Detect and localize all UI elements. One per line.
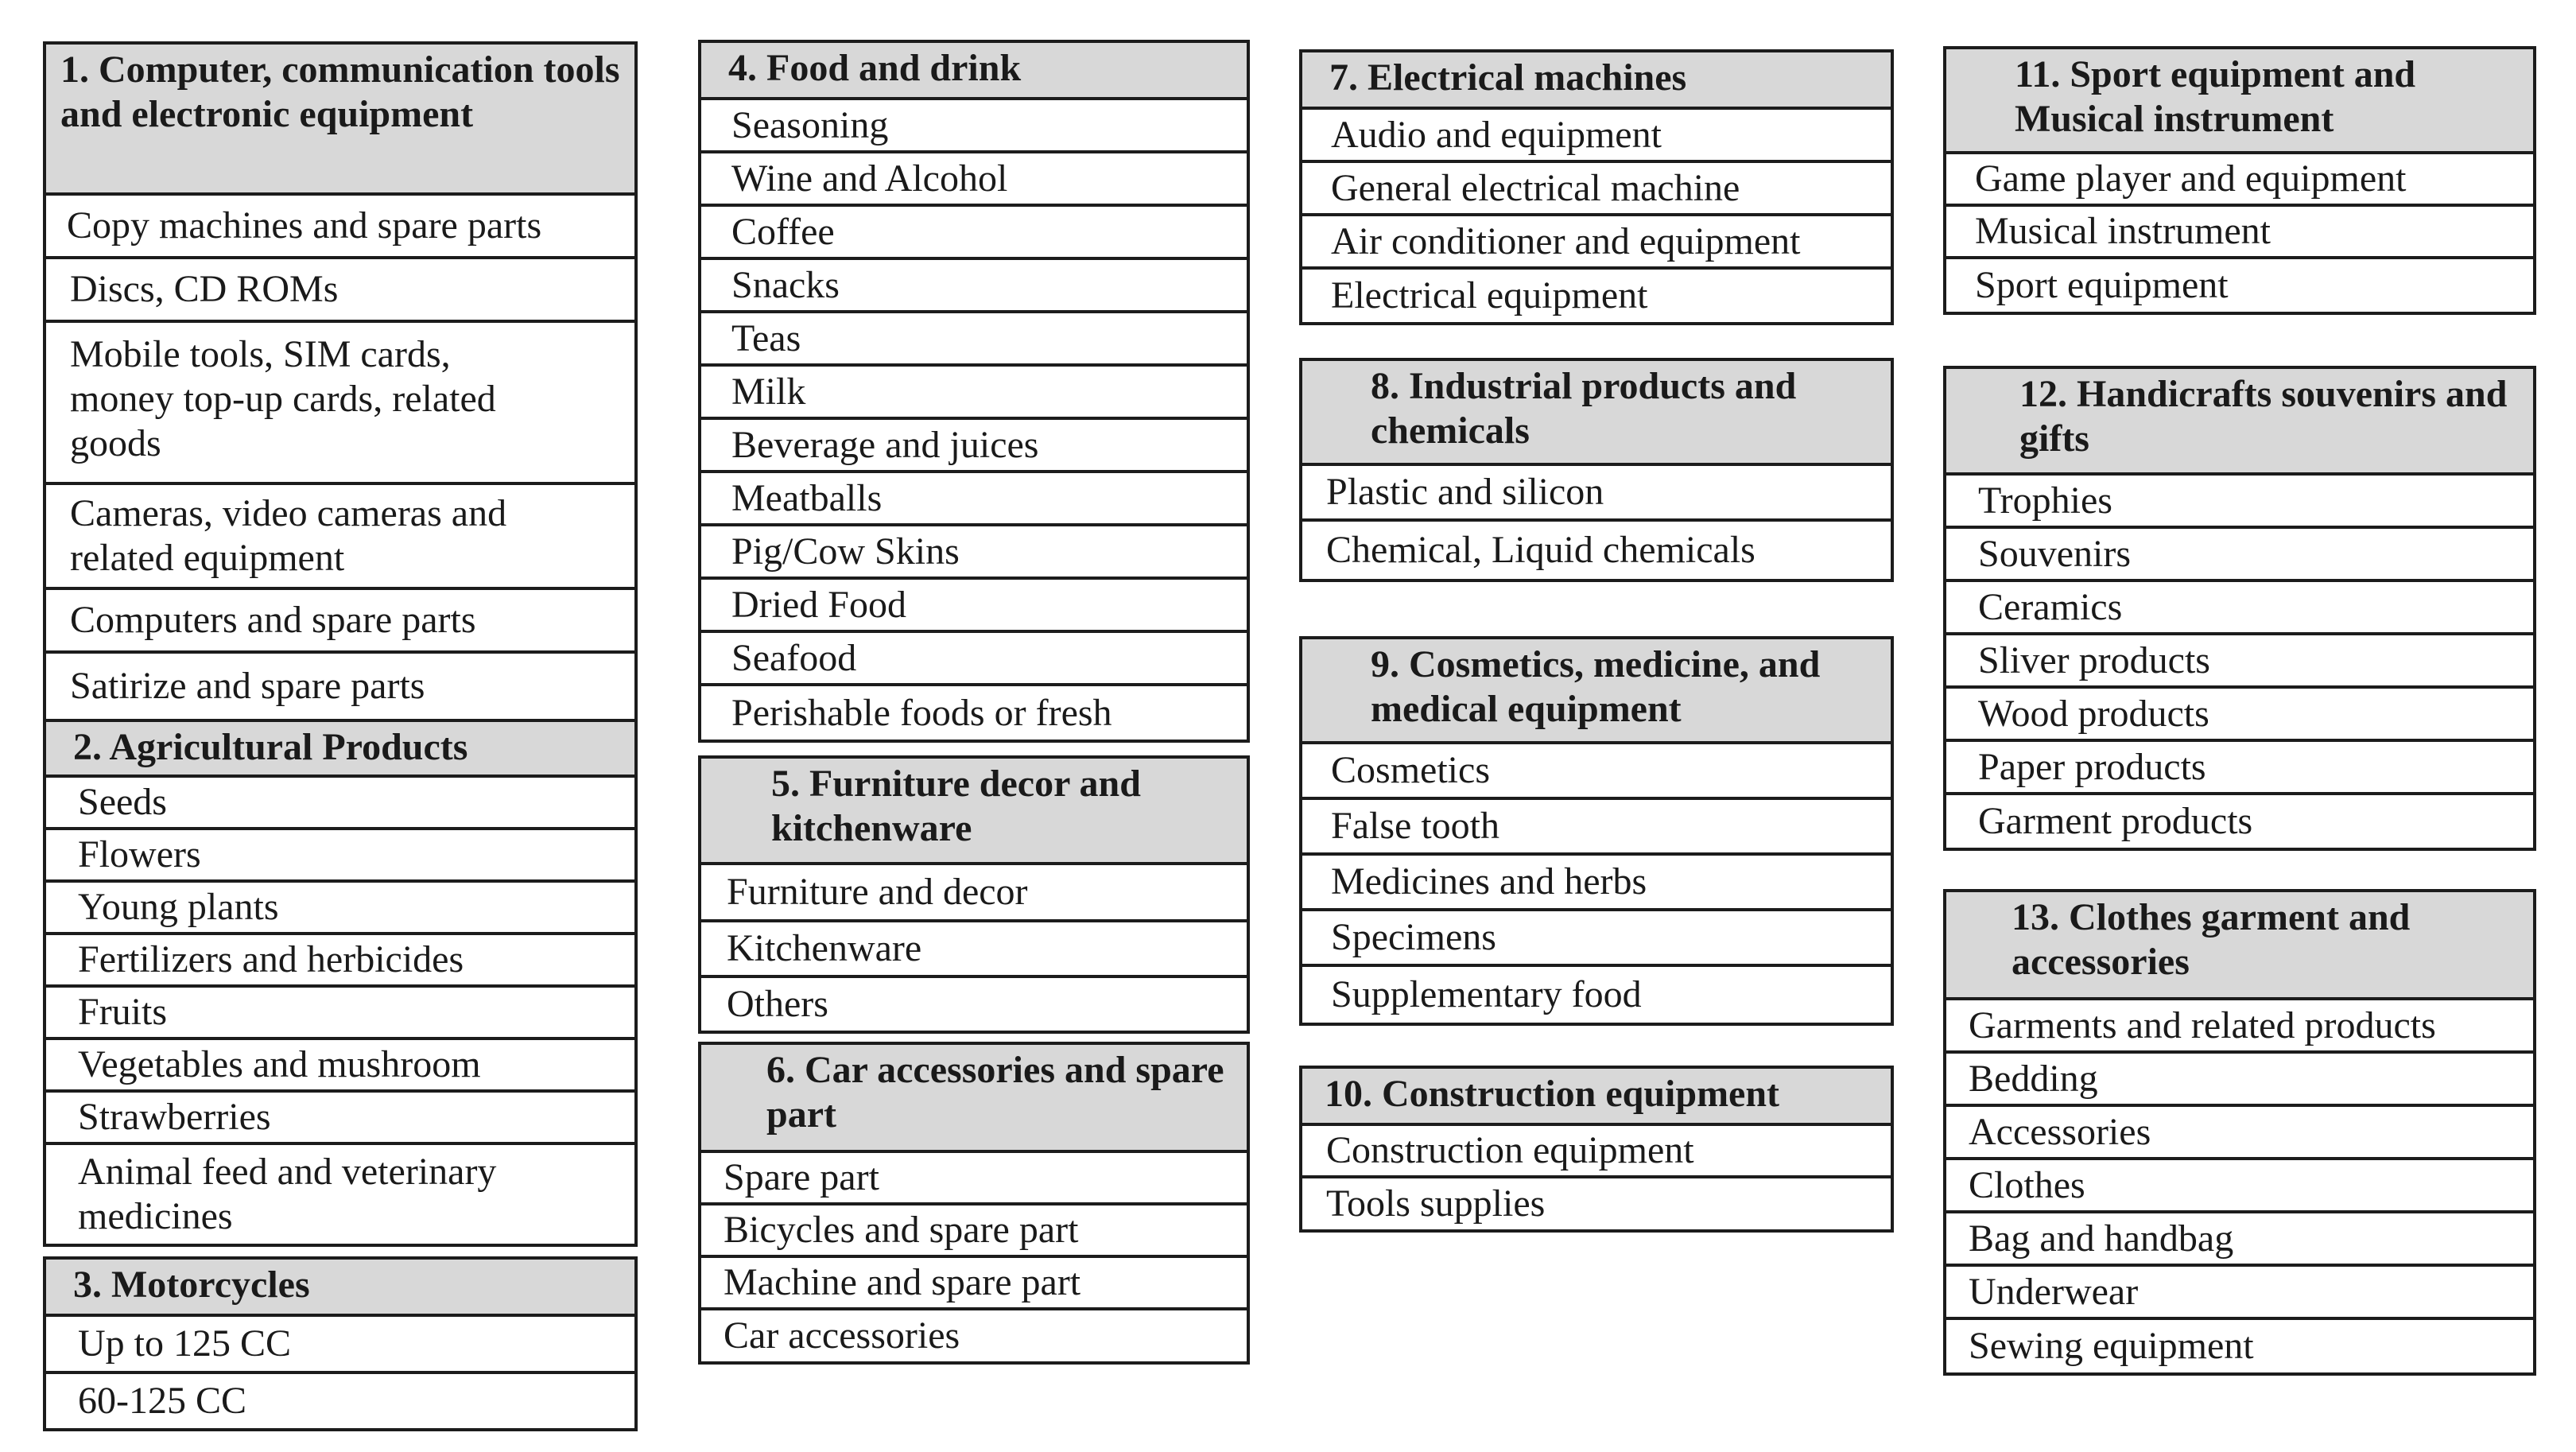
category-item: Others xyxy=(727,983,828,1025)
category-title: Sport equipment and Musical instrument xyxy=(2015,53,2416,140)
category-item: Young plants xyxy=(46,883,634,935)
category-number: 8. xyxy=(1371,365,1409,407)
category-item: Snacks xyxy=(701,260,1247,313)
category-item: Seafood xyxy=(701,633,1247,686)
category-item: Cosmetics xyxy=(1302,744,1891,800)
category-item: Satirize and spare parts xyxy=(70,665,425,707)
category-header xyxy=(1946,369,2533,476)
category-number: 1. xyxy=(60,49,99,91)
category-item: Musical instrument xyxy=(1946,207,2533,259)
category-item: Sewing equipment xyxy=(1969,1325,2254,1367)
category-item: Car accessories xyxy=(724,1314,960,1357)
category-title: Motorcycles xyxy=(111,1264,310,1306)
category-box-9 xyxy=(1299,636,1894,1026)
category-number: 11. xyxy=(2015,53,2070,95)
category-header xyxy=(701,759,1247,865)
category-title: Computer, communication tools and electronic equipment xyxy=(60,49,620,135)
category-header xyxy=(1302,1069,1891,1126)
category-item: Dried Food xyxy=(701,580,1247,633)
category-item: Meatballs xyxy=(701,473,1247,526)
category-item: Garment products xyxy=(1978,800,2253,842)
category-item: Teas xyxy=(701,313,1247,367)
category-title: Food and drink xyxy=(766,47,1022,89)
category-item: Flowers xyxy=(46,830,634,883)
category-item: Seasoning xyxy=(701,100,1247,153)
category-title: Car accessories and spare part xyxy=(766,1049,1224,1136)
category-box-2 xyxy=(43,719,638,1247)
category-item: Seeds xyxy=(46,778,634,830)
category-item: Underwear xyxy=(1946,1267,2533,1320)
category-item: Wine and Alcohol xyxy=(701,153,1247,207)
category-number: 13. xyxy=(2012,896,2069,938)
category-box-7 xyxy=(1299,49,1894,325)
category-number: 7. xyxy=(1329,56,1368,99)
category-item: Cameras, video cameras and related equipment xyxy=(46,485,634,590)
category-box-3 xyxy=(43,1256,638,1431)
category-title: Electrical machines xyxy=(1368,56,1687,99)
category-item: Fruits xyxy=(46,988,634,1040)
category-item: Air conditioner and equipment xyxy=(1302,216,1891,270)
category-item: Specimens xyxy=(1302,911,1891,967)
category-header xyxy=(701,1045,1247,1153)
category-number: 2. xyxy=(73,726,110,768)
category-box-13 xyxy=(1943,889,2536,1376)
category-item: False tooth xyxy=(1302,800,1891,856)
category-item: Pig/Cow Skins xyxy=(701,526,1247,580)
category-item: Spare part xyxy=(701,1153,1247,1205)
category-item: Sliver products xyxy=(1946,635,2533,689)
category-number: 12. xyxy=(2019,373,2077,415)
category-title: Cosmetics, medicine, and medical equipment xyxy=(1371,643,1821,730)
category-item: 60-125 CC xyxy=(78,1380,247,1422)
category-item: Animal feed and veterinary medicines xyxy=(78,1151,497,1237)
category-number: 10. xyxy=(1325,1073,1382,1115)
category-item: Discs, CD ROMs xyxy=(46,259,634,323)
category-item: Strawberries xyxy=(46,1093,634,1145)
category-item: Up to 125 CC xyxy=(46,1317,634,1374)
category-item: Beverage and juices xyxy=(701,420,1247,473)
category-item: General electrical machine xyxy=(1302,163,1891,216)
category-title: Clothes garment and accessories xyxy=(2012,896,2411,983)
category-item: Tools supplies xyxy=(1326,1182,1546,1225)
category-header xyxy=(701,43,1247,100)
category-box-8 xyxy=(1299,358,1894,582)
category-title: Industrial products and chemicals xyxy=(1371,365,1797,452)
category-item: Furniture and decor xyxy=(701,865,1247,922)
category-item: Sport equipment xyxy=(1975,264,2229,306)
category-item: Wood products xyxy=(1946,689,2533,742)
category-header xyxy=(1302,361,1891,466)
category-item: Clothes xyxy=(1946,1160,2533,1213)
category-item: Coffee xyxy=(701,207,1247,260)
category-item: Garments and related products xyxy=(1946,1000,2533,1054)
category-item: Electrical equipment xyxy=(1331,274,1648,316)
category-item: Chemical, Liquid chemicals xyxy=(1326,529,1755,571)
category-item: Bicycles and spare part xyxy=(701,1205,1247,1258)
category-item: Souvenirs xyxy=(1946,529,2533,582)
category-header xyxy=(46,722,634,778)
category-header xyxy=(1302,52,1891,110)
category-number: 6. xyxy=(766,1049,805,1091)
category-item: Audio and equipment xyxy=(1302,110,1891,163)
category-item: Vegetables and mushroom xyxy=(46,1040,634,1093)
category-box-5 xyxy=(698,755,1250,1034)
category-item: Computers and spare parts xyxy=(46,590,634,654)
category-item: Bedding xyxy=(1946,1054,2533,1107)
category-box-6 xyxy=(698,1042,1250,1365)
category-item: Kitchenware xyxy=(701,922,1247,978)
category-number: 4. xyxy=(728,47,766,89)
category-box-12 xyxy=(1943,366,2536,851)
category-number: 3. xyxy=(73,1264,111,1306)
category-title: Handicrafts souvenirs and gifts xyxy=(2019,373,2508,460)
category-title: Construction equipment xyxy=(1382,1073,1780,1115)
category-title: Furniture decor and kitchenware xyxy=(771,763,1141,849)
category-item: Mobile tools, SIM cards, money top-up cards, related goods xyxy=(46,323,634,485)
category-item: Perishable foods or fresh xyxy=(731,691,1112,734)
category-number: 9. xyxy=(1371,643,1409,685)
category-item: Medicines and herbs xyxy=(1302,856,1891,911)
category-header xyxy=(1302,639,1891,744)
category-title: Agricultural Products xyxy=(109,726,468,768)
category-item: Copy machines and spare parts xyxy=(46,196,634,259)
category-item: Plastic and silicon xyxy=(1302,466,1891,522)
category-header xyxy=(1946,49,2533,154)
category-item: Bag and handbag xyxy=(1946,1213,2533,1267)
category-box-10 xyxy=(1299,1066,1894,1233)
category-item: Fertilizers and herbicides xyxy=(46,935,634,988)
category-item: Milk xyxy=(701,367,1247,420)
category-box-1 xyxy=(43,41,638,722)
category-number: 5. xyxy=(771,763,809,805)
category-item: Supplementary food xyxy=(1331,973,1642,1015)
category-header xyxy=(1946,892,2533,1000)
category-item: Machine and spare part xyxy=(701,1258,1247,1310)
category-box-11 xyxy=(1943,46,2536,315)
category-box-4 xyxy=(698,40,1250,743)
category-item: Ceramics xyxy=(1946,582,2533,635)
category-item: Paper products xyxy=(1946,742,2533,795)
category-item: Game player and equipment xyxy=(1946,154,2533,207)
category-item: Construction equipment xyxy=(1302,1126,1891,1178)
category-header xyxy=(46,45,634,196)
category-header xyxy=(46,1260,634,1317)
category-item: Trophies xyxy=(1946,476,2533,529)
category-item: Accessories xyxy=(1946,1107,2533,1160)
